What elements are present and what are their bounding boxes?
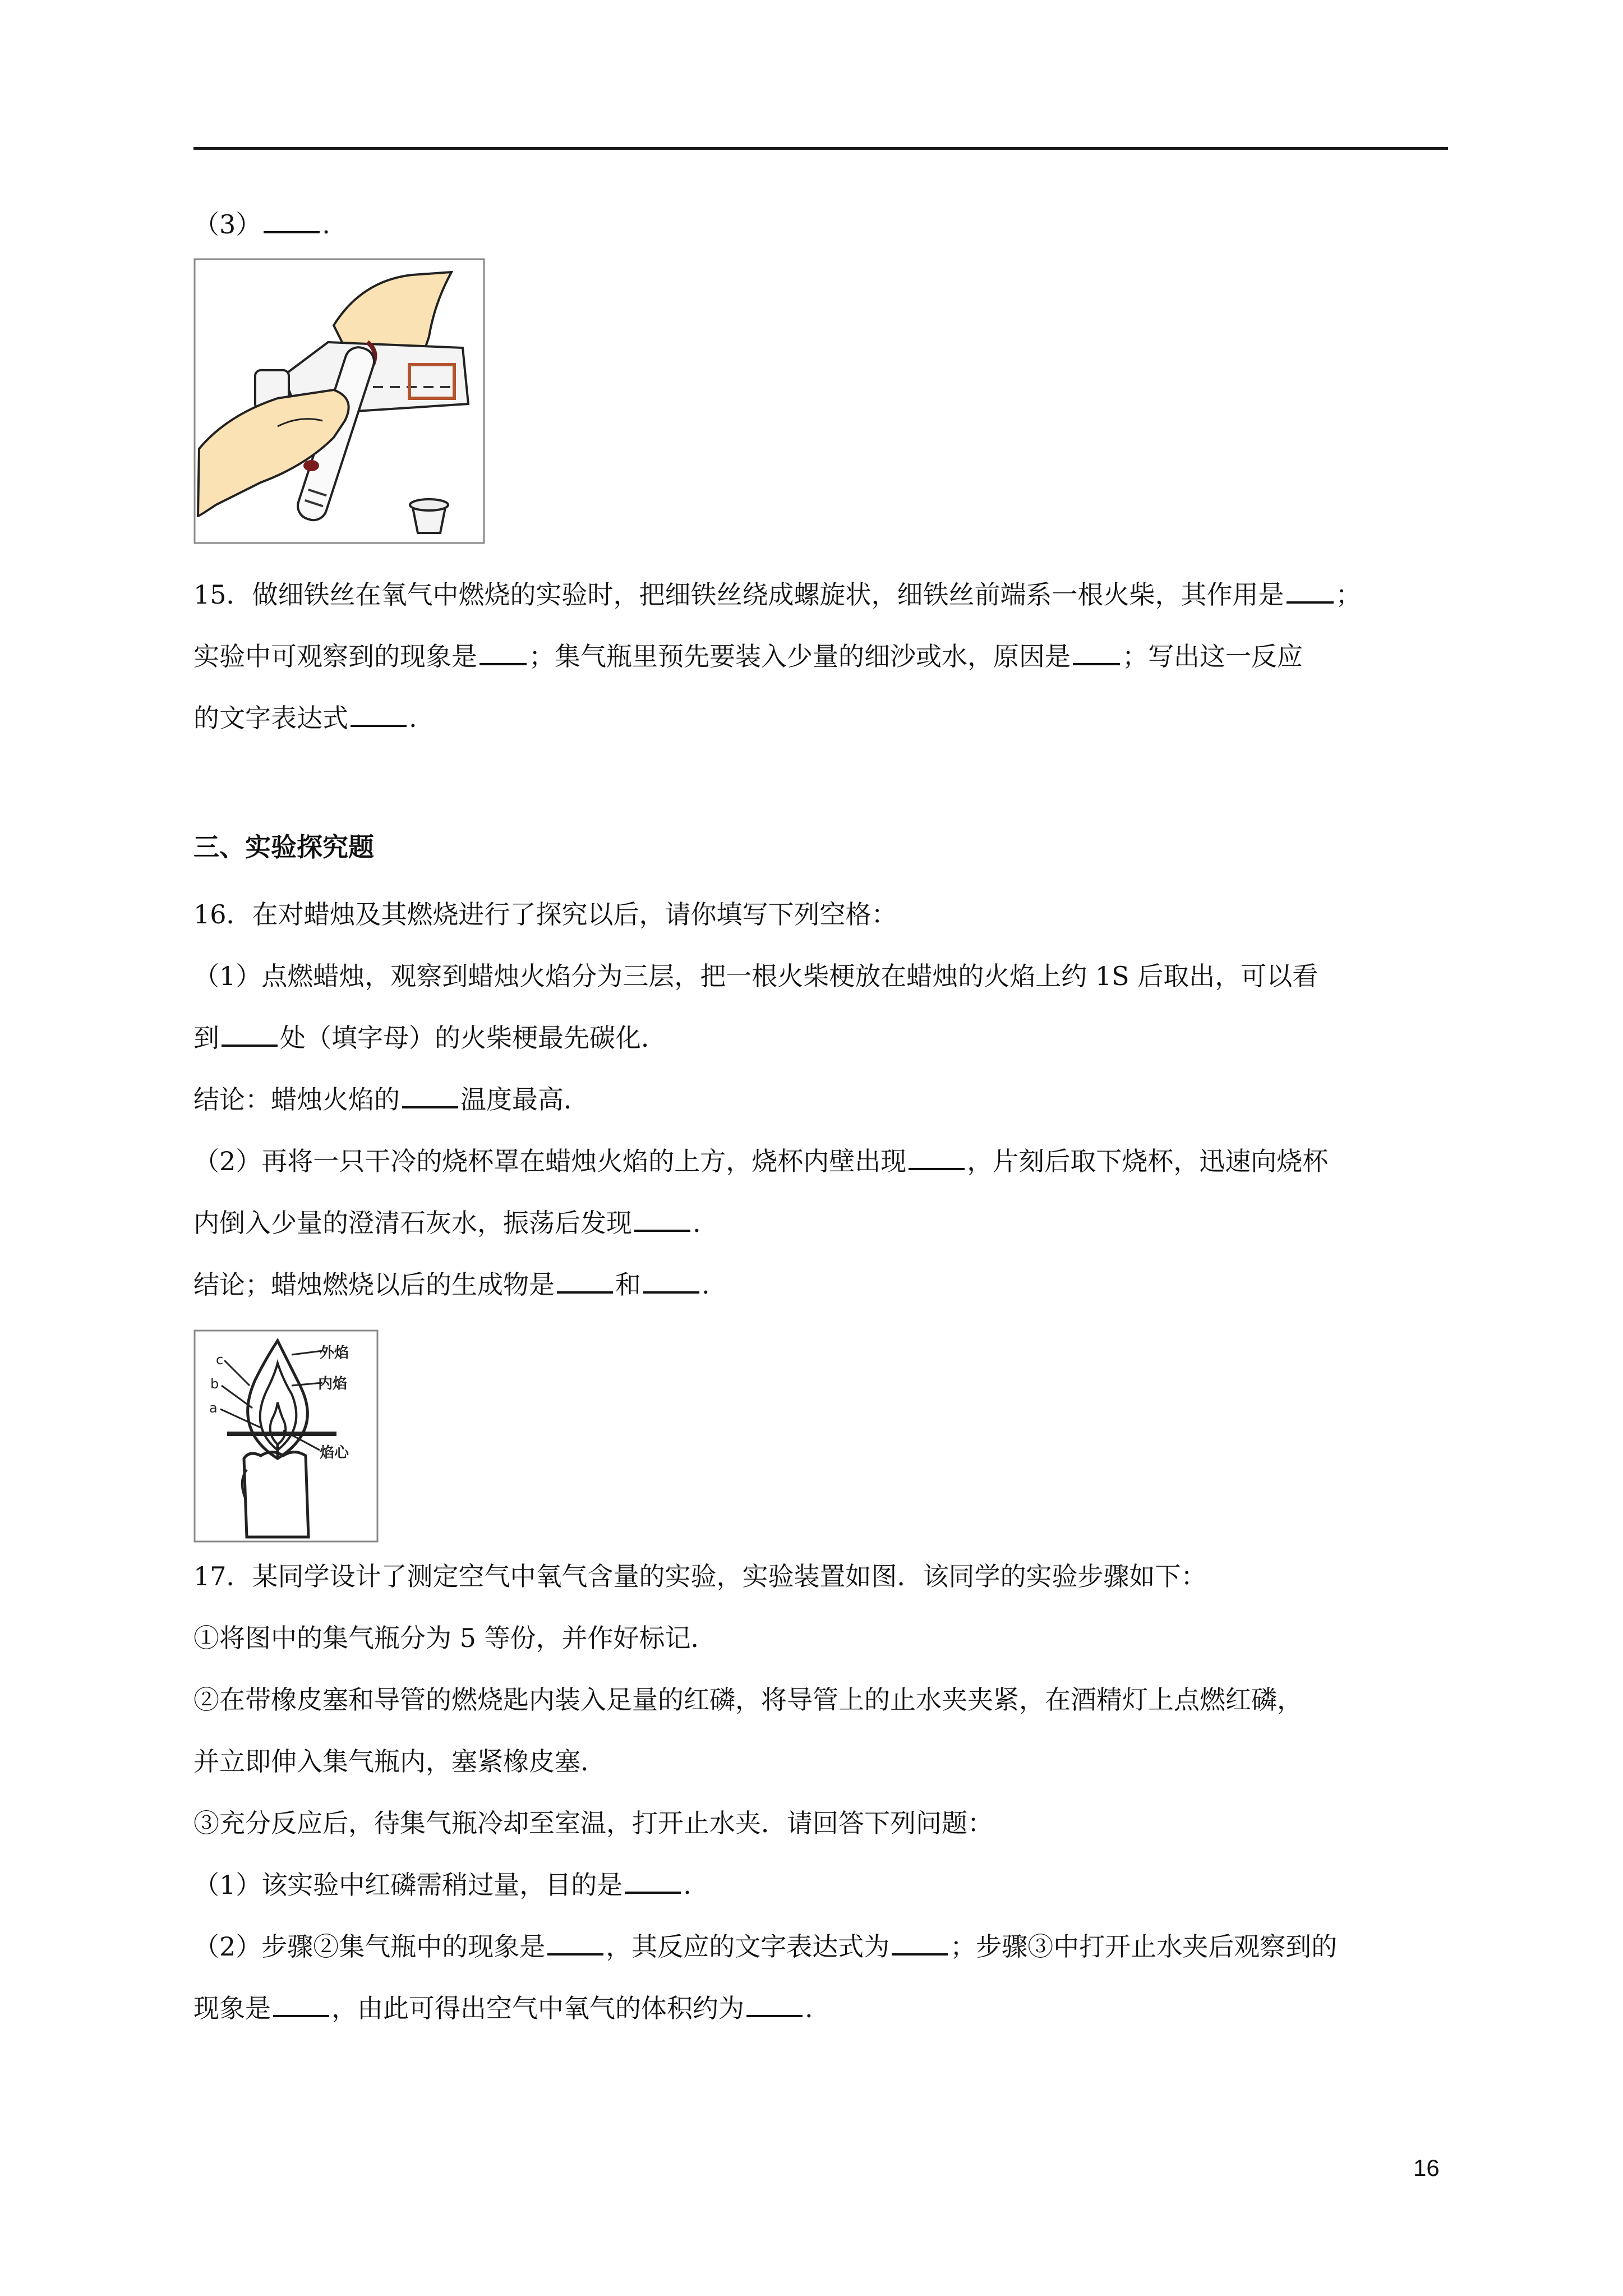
question-16: 16．在对蜡烛及其燃烧进行了探究以后，请你填写下列空格： — [193, 899, 897, 930]
label-inner-flame: 内焰 — [318, 1375, 348, 1392]
label-c: c — [216, 1352, 224, 1368]
answer-blank[interactable] — [557, 1269, 613, 1294]
answer-blank[interactable] — [222, 1022, 278, 1047]
answer-blank[interactable] — [746, 1993, 803, 2017]
question-16-2-line-1: （2）再将一只干冷的烧杯罩在蜡烛火焰的上方，烧杯内壁出现 ，片刻后取下烧杯，迅速向烧杯 — [193, 1146, 1329, 1176]
answer-blank[interactable] — [351, 702, 407, 727]
answer-blank[interactable] — [909, 1145, 965, 1170]
question-17-step-1: ①将图中的集气瓶分为 5 等份，并作好标记． — [193, 1623, 717, 1653]
answer-blank[interactable] — [1073, 641, 1120, 665]
answer-blank[interactable] — [479, 641, 527, 665]
answer-blank[interactable] — [402, 1084, 458, 1108]
answer-blank[interactable] — [643, 1269, 699, 1294]
question-17-step-3: ③充分反应后，待集气瓶冷却至室温，打开止水夹．请回答下列问题： — [193, 1808, 993, 1838]
question-17-2-line-1: （2）步骤②集气瓶中的现象是 ，其反应的文字表达式为 ；步骤③中打开止水夹后观察到的 — [193, 1931, 1338, 1962]
question-17-step-2-line-1: ②在带橡皮塞和导管的燃烧匙内装入足量的红磷，将导管上的止水夹夹紧，在酒精灯上点燃红磷， — [193, 1685, 1303, 1715]
answer-blank[interactable] — [273, 1993, 329, 2017]
question-17-1: （1）该实验中红磷需稍过量，目的是 . — [193, 1870, 691, 1900]
label-outer-flame: 外焰 — [320, 1345, 349, 1361]
question-16-1-line-1: （1）点燃蜡烛，观察到蜡烛火焰分为三层，把一根火柴梗放在蜡烛的火焰上约 1S 后取出，可以看 — [193, 961, 1318, 991]
question-14-3: （3） . — [193, 209, 330, 240]
pouring-liquid-figure — [193, 258, 485, 544]
label-b: b — [210, 1376, 219, 1392]
question-16-conclusion-2: 结论；蜡烛燃烧以后的生成物是 和 . — [193, 1269, 710, 1300]
answer-blank[interactable] — [625, 1869, 681, 1894]
answer-blank[interactable] — [547, 1931, 603, 1955]
question-16-2-line-2: 内倒入少量的澄清石灰水，振荡后发现 . — [193, 1208, 701, 1238]
answer-blank[interactable] — [892, 1931, 948, 1955]
question-17: 17．某同学设计了测定空气中氧气含量的实验，实验装置如图．该同学的实验步骤如下： — [193, 1561, 1207, 1591]
question-15-line-3: 的文字表达式 . — [193, 703, 417, 733]
section-title: 三、实验探究题 — [193, 832, 374, 862]
question-16-conclusion-1: 结论：蜡烛火焰的 温度最高． — [193, 1084, 589, 1115]
question-15-line-2: 实验中可观察到的现象是 ；集气瓶里预先要装入少量的细沙或水，原因是 ；写出这一反应 — [193, 641, 1303, 671]
question-17-step-2-line-2: 并立即伸入集气瓶内，塞紧橡皮塞． — [193, 1746, 606, 1777]
label-flame-core: 焰心 — [320, 1444, 349, 1461]
page-number: 16 — [1413, 2155, 1440, 2181]
candle-flame-figure — [193, 1329, 379, 1543]
answer-blank[interactable] — [264, 209, 320, 233]
label-a: a — [209, 1400, 218, 1416]
question-17-2-line-2: 现象是 ，由此可得出空气中氧气的体积约为 . — [193, 1993, 813, 2023]
question-16-1-line-2: 到 处（填字母）的火柴梗最先碳化． — [193, 1023, 667, 1053]
answer-blank[interactable] — [1287, 579, 1334, 604]
header-rule — [193, 147, 1448, 150]
question-15-line-1: 15．做细铁丝在氧气中燃烧的实验时，把细铁丝绕成螺旋状，细铁丝前端系一根火柴，其作用是 ； — [193, 579, 1362, 610]
answer-blank[interactable] — [634, 1207, 690, 1232]
